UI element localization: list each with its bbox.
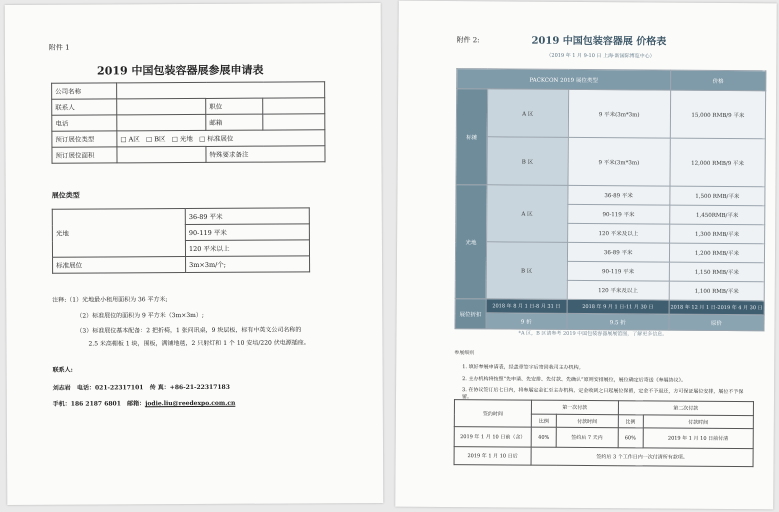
contact-fax: 传 真：+86-21-22317183 — [149, 383, 230, 392]
sign-before-date: 2019 年 1 月 10 日前（含） — [454, 427, 531, 448]
ratio-header: 比例 — [618, 415, 643, 428]
after-date-payment-note: 签约后 3 个工作日内一次付清所有款项。 — [531, 447, 753, 467]
contact-mobile: 手机：186 2187 6801 — [52, 400, 121, 408]
discount-date-3: 2018 年 12 月 1 日-2019 年 4 月 30 日 — [669, 300, 764, 315]
contact-email-link[interactable]: jodie.liu@reedexpo.com.cn — [145, 399, 236, 408]
term-item: 1. 填好参展申请表，经盖章签字后寄回我司主办机构。 — [462, 364, 584, 371]
raw-space-category: 光地 — [455, 185, 487, 299]
contact-header: 联系人: — [52, 366, 73, 374]
discount-date-1: 2018 年 8 月 1 日-8 月 31 日 — [486, 299, 567, 314]
form-title: 2019 中国包装容器展参展申请表 — [97, 63, 264, 78]
raw-area: 120 平米及以上 — [567, 223, 669, 243]
note-2: （2）标准展位的面积为 9 平方米（3m×3m）; — [76, 311, 204, 320]
discount-date-2: 2018 年 9 月 1 日-11 月 30 日 — [567, 299, 669, 314]
term-item: 3. 在协议签订后七日内，将参展定金汇至主办机构，定金收到之日起展位保留，定金不予退还，方可保证展位安排，展位不予保留。 — [461, 387, 744, 401]
raw-area: 36-89 平米 — [567, 242, 669, 262]
pay-time-header: 付款时间 — [643, 415, 754, 429]
head-price: 价格 — [671, 70, 766, 91]
area-field[interactable] — [117, 146, 206, 162]
contact-line-1 — [53, 382, 230, 392]
booth-section-title: 展位类型 — [51, 190, 80, 200]
email-label: 邮箱 — [206, 114, 263, 130]
standard-booth-label: 标准展位 — [53, 257, 186, 274]
price-list-page — [395, 1, 777, 510]
phone-label: 电话 — [52, 115, 117, 131]
sign-after-date: 2019 年 1 月 10 日后 — [454, 447, 531, 466]
booth-type-label: 预订展位类型 — [52, 131, 117, 147]
standard-booth-category: 标摊 — [456, 89, 488, 185]
raw-price: 1,500 RMB/平米 — [670, 186, 765, 206]
email-field[interactable] — [263, 114, 325, 130]
discount-rate-1: 9 折 — [486, 313, 567, 330]
first-ratio: 40% — [531, 427, 556, 447]
contact-email-label: 邮箱： — [127, 400, 146, 408]
head-booth-type: PACKCON 2019 展位类型 — [457, 69, 671, 90]
company-label: 公司名称 — [52, 83, 117, 99]
contact-line-2 — [53, 398, 236, 408]
contact-name: 刘志岩 — [52, 384, 71, 392]
second-ratio: 60% — [618, 428, 643, 448]
option-standard-booth[interactable]: □ 标准展位 — [199, 134, 234, 143]
contact-label: 联系人 — [52, 99, 117, 115]
note-1: 注释:（1）光地最小租用面积为 36 平方米; — [52, 296, 168, 304]
std-a-area: 9 平米(3m*3m) — [568, 89, 671, 138]
discount-rate-2: 9.5 折 — [567, 313, 669, 330]
raw-area: 120 平米及以上 — [567, 280, 669, 300]
raw-area: 36-89 平米 — [567, 185, 669, 205]
contact-field[interactable] — [117, 98, 206, 114]
price-title: 2019 中国包装容器展 价格表 — [531, 35, 667, 48]
contact-phone: 电话：021-22317101 — [76, 384, 144, 392]
sign-time-header: 签约时间 — [454, 400, 531, 428]
raw-price: 1,450RMB/平米 — [670, 205, 765, 225]
std-b-area: 9 平米(3m*3m) — [568, 137, 671, 186]
booth-type-options — [117, 130, 325, 147]
raw-area: 90-119 平米 — [567, 204, 669, 224]
phone-field[interactable] — [117, 114, 206, 130]
pay-time-header: 付款时间 — [556, 414, 618, 427]
position-field[interactable] — [263, 98, 325, 114]
booth-type-table — [52, 207, 310, 273]
application-form-page — [5, 3, 384, 505]
raw-price: 1,100 RMB/平米 — [669, 281, 764, 301]
standard-size: 3m×3m/个; — [186, 256, 310, 273]
first-payment-header: 第一次付款 — [531, 400, 618, 415]
option-zone-a[interactable]: □ A区 — [120, 135, 140, 144]
raw-zone-b: B 区 — [486, 242, 567, 300]
raw-price: 1,200 RMB/平米 — [669, 243, 764, 263]
raw-zone-a: A 区 — [486, 185, 567, 243]
raw-price: 1,300 RMB/平米 — [669, 224, 764, 244]
raw-space-label: 光地 — [52, 209, 185, 258]
second-pay-time: 2019 年 1 月 10 日前付清 — [643, 428, 754, 449]
first-pay-time: 签约后 7 天内 — [556, 427, 618, 447]
price-footnote: *A 区，B 区请参考 2019 中国包装容器展展馆图，了解更多信息。 — [518, 330, 668, 338]
option-raw-space[interactable]: □ 光地 — [171, 135, 193, 144]
price-table — [454, 68, 766, 331]
raw-price: 1,150 RMB/平米 — [669, 262, 764, 282]
area-label: 预订展位面积 — [52, 147, 117, 163]
price-subtitle: （2019 年 1 月 9-10 日 上海·新国际博览中心） — [546, 52, 655, 60]
raw-size-3: 120 平米以上 — [185, 240, 309, 257]
raw-size-2: 90-119 平米 — [185, 224, 309, 241]
discount-rate-3: 原价 — [669, 314, 764, 331]
std-zone-b: B 区 — [487, 137, 568, 186]
std-a-price: 15,000 RMB/9 平米 — [670, 90, 765, 139]
discount-category: 展位折扣 — [455, 299, 486, 329]
special-requirements-label: 特殊要求备注 — [206, 146, 325, 163]
company-field[interactable] — [117, 82, 325, 99]
note-3: （3）标准展位基本配备：2 把折椅，1 张问讯桌，9 块层板，标有中英文公司名称的 — [76, 326, 302, 335]
attachment-label-2: 附件 2: — [456, 36, 480, 45]
position-label: 职位 — [206, 98, 263, 114]
second-payment-header: 第二次付款 — [618, 401, 754, 416]
payment-table — [454, 399, 754, 467]
attachment-label: 附件 1 — [48, 43, 70, 52]
note-3-continued: 2.5 米高楣板 1 块，围板，满铺地毯，2 只射灯和 1 个 10 安培/220 伏电源插座。 — [88, 339, 310, 348]
term-item: 2. 主办机构将按照“先申请、先安排、先付款、先确认”原则安排展位，展位确定后寄送《参展协议》。 — [462, 376, 687, 384]
raw-size-1: 36-89 平米 — [185, 208, 309, 225]
terms-title: 参展细则 — [454, 350, 475, 357]
option-zone-b[interactable]: □ B区 — [145, 135, 166, 144]
std-zone-a: A 区 — [487, 89, 568, 138]
std-b-price: 12,000 RMB/9 平米 — [670, 138, 765, 187]
raw-area: 90-119 平米 — [567, 261, 669, 281]
ratio-header: 比例 — [531, 414, 556, 427]
application-form-table — [51, 81, 325, 163]
